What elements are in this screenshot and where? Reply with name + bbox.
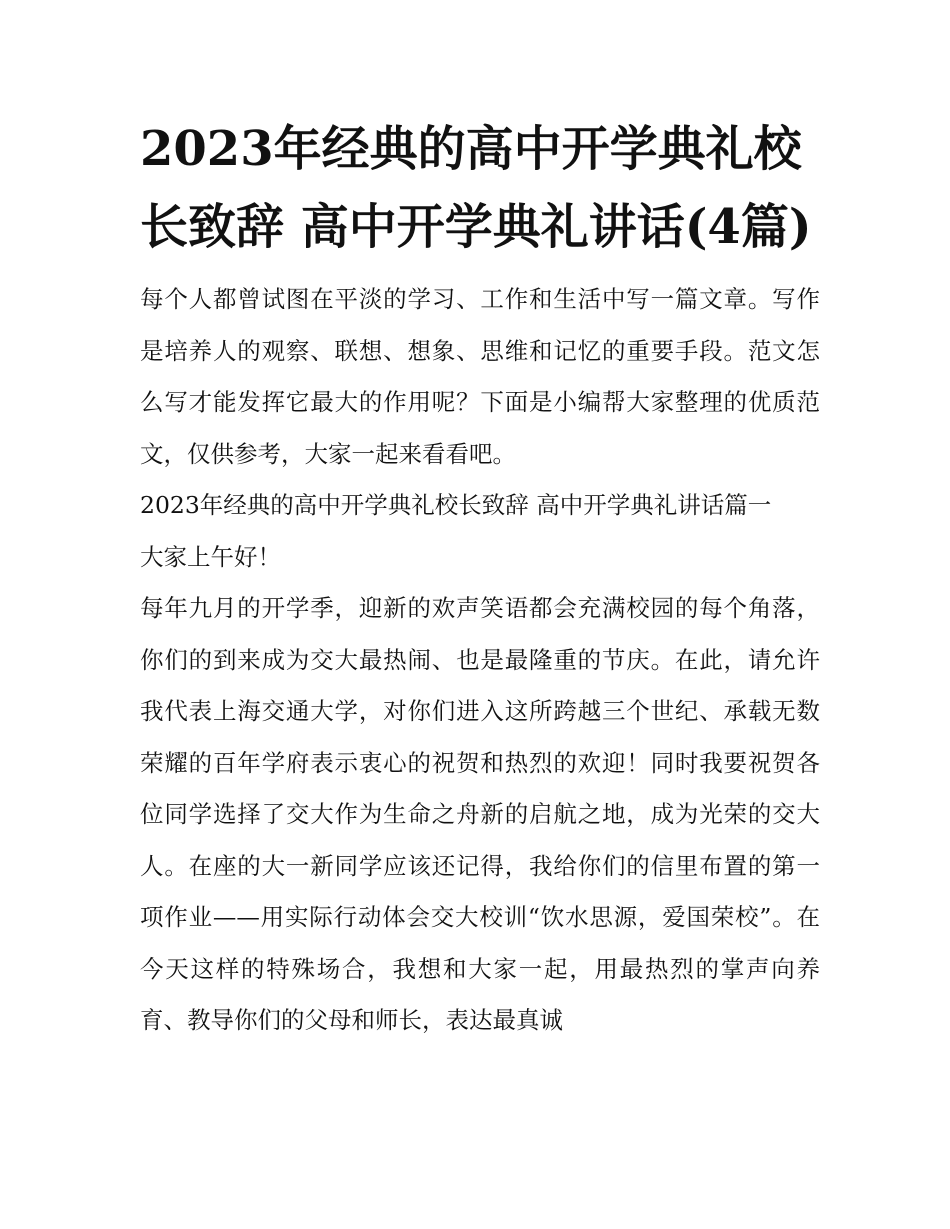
section-heading: 2023年经典的高中开学典礼校长致辞 高中开学典礼讲话篇一 [140, 491, 772, 519]
document-body [140, 274, 820, 1047]
intro-paragraph: 每个人都曾试图在平淡的学习、工作和生活中写一篇文章。写作是培养人的观察、联想、想象、思维和记忆的重要手段。范文怎么写才能发挥它最大的作用呢？下面是小编帮大家整理的优质范文，仅供参考，大家一起来看看吧。 [140, 285, 820, 468]
speech-paragraph: 每年九月的开学季，迎新的欢声笑语都会充满校园的每个角落，你们的到来成为交大最热闹、也是最隆重的节庆。在此，请允许我代表上海交通大学，对你们进入这所跨越三个世纪、承载无数荣耀的百年学府表示衷心的祝贺和热烈的欢迎！同时我要祝贺各位同学选择了交大作为生命之舟新的启航之地，成为光荣的交大人。在座的大一新同学应该还记得，我给你们的信里布置的第一项作业——用实际行动体会交大校训“饮水思源，爱国荣校”。在今天这样的特殊场合，我想和大家一起，用最热烈的掌声向养育、教导你们的父母和师长，表达最真诚 [140, 594, 820, 1034]
greeting-paragraph: 大家上午好！ [140, 542, 281, 571]
document-title: 2023年经典的高中开学典礼校长致辞 高中开学典礼讲话(4篇) [140, 121, 812, 255]
document-page [140, 110, 820, 1047]
